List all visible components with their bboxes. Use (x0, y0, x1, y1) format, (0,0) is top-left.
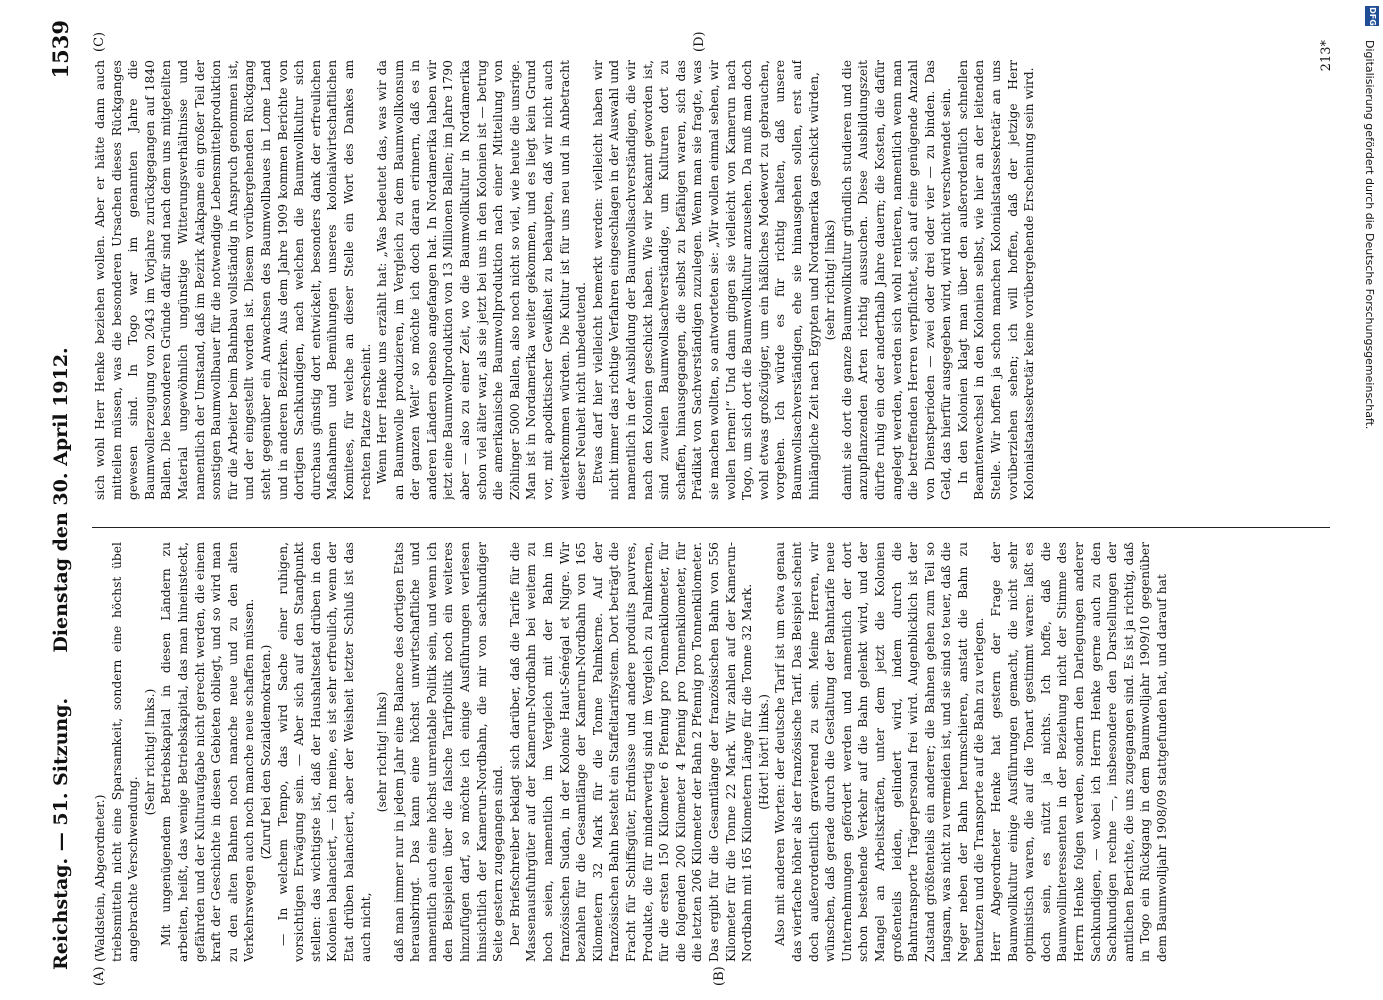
digitization-note-text: Digitalisierung gefördert durch die Deutsche Forschungsgemeinschaft. (1363, 40, 1376, 430)
right-column-paragraph: (sehr richtig! links) (823, 219, 838, 341)
right-column-paragraph: damit sie dort die ganze Baumwollkultur gründlich studieren und die anzupflanzenden Arten richtig aussuchen. Diese Ausbildungszeit dürfte ruhig ein oder anderthalb Jahre dauern; die Kosten, die dafür angelegt werden, werden sich wohl rentieren, namentlich wenn man die betreffenden Herren verpflichtet, sich auf eine genügende Anzahl von Dienstperioden — zwei oder drei oder vier — zu binden. Das Geld, das hierfür ausgegeben wird, wird nicht verschwendet sein. (839, 60, 954, 500)
footnote-signature: 213* (1319, 40, 1334, 72)
left-column-paragraph: Herr Abgeordneter Henke hat gestern der Frage der Baumwollkultur einige Ausführungen gemacht, die nicht sehr optimistisch waren, die auf die Tonart gestimmt waren: laßt es doch sein, es nützt ja nichts. Ich hoffe, daß die Baumwollinteressenten in der Beziehung nicht der Stimme des Herrn Henke folgen werden, sondern den Darlegungen anderer Sachkundigen, — wobei ich Herrn Henke gerne auch zu den Sachkundigen rechne —, insbesondere den Darstellungen der amtlichen Berichte, die uns zugegangen sind. Es ist ja richtig, daß in Togo ein Rückgang in dem Baumwolljahr 1909/10 gegenüber dem Baumwolljahr 1908/09 stattgefunden hat, und darauf hat (989, 542, 1169, 962)
right-column-paragraph: Wenn Herr Henke uns erzählt hat: „Was bedeutet das, was wir da an Baumwolle produzieren, im Vergleich zu dem Baumwollkonsum der ganzen Welt“ so möchte ich doch daran erinnern, daß es in anderen Ländern ebenso angefangen hat. In Nordamerika haben wir jetzt eine Baumwollproduktion von 13 Millionen Ballen; im Jahre 1790 aber — also zu einer Zeit, wo die Baumwollkultur in Nordamerika schon viel älter war, als sie jetzt bei uns in den Kolonien ist — betrug die amerikanische Baumwollproduktion nach einer Mitteilung von Zöhlinger 5000 Ballen, also noch nicht so viel, wie heute die unsrige. Man ist in Nordamerika weiter gekommen, und es liegt kein Grund vor, mit apodiktischer Gewißheit zu behaupten, daß wir nicht auch weiterkommen würden. Die Kultur ist für uns neu und in Anbetracht dieser Neuheit nicht unbedeutend. (375, 60, 589, 500)
left-column-paragraph: triebsmitteln nicht eine Sparsamkeit, sondern eine höchst übel angebrachte Verschwendung. (109, 542, 141, 962)
left-column-paragraph: (Waldstein, Abgeordneter.) (93, 794, 107, 962)
right-column (92, 60, 1330, 500)
left-column-paragraph: Mit ungenügendem Betriebskapital in diesen Ländern zu arbeiten, heißt, das wenige Betriebskapital, das man hineinsteckt, gefährden und der Kulturaufgabe nicht gerecht werden, die einem kraft der Geschichte in diesen Gebieten obliegt, und so wird man zu den alten Bahnen noch manche neue und zu den alten Verkehrswegen auch noch manche neue schaffen müssen. (159, 542, 257, 962)
margin-marker-b: (B) (712, 966, 727, 986)
margin-marker-c: (C) (92, 31, 107, 52)
left-column-paragraph: (Sehr richtig! links.) (142, 688, 157, 816)
digitization-note (1363, 10, 1379, 810)
left-column-paragraph: daß man immer nur in jedem Jahr eine Balance des dortigen Etats herausbringt. Das kann eine höchst unwirtschaftliche und namentlich auch eine höchst unrentable Politik sein, und wenn ich den Beispielen über die falsche Tarifpolitik noch ein weiteres hinzufügen darf, so möchte ich einige Ausführungen verlesen hinsichtlich der Kamerun-Nordbahn, die mir von sachkundiger Seite gestern zugegangen sind. (391, 542, 506, 962)
left-column-paragraph: (sehr richtig! links) (375, 691, 390, 813)
left-column-paragraph: (Zuruf bei den Sozialdemokraten.) (258, 644, 273, 860)
left-column (92, 542, 1330, 962)
left-column-paragraph: Also mit anderen Worten: der deutsche Tarif ist um etwa genau das vierfache höher als der französische Tarif. Das Beispiel scheint doch außerordentlich gravierend zu sein. Meine Herren, wir wünschen, daß gerade durch die Gestaltung der Bahntarife neue Unternehmungen gefördert werden und namentlich der dort schon bestehende Verkehr auf die Bahn gelenkt wird, und der Mangel an Arbeitskräften, unter dem jetzt die Kolonien großenteils leiden, gelindert wird, indem durch die Bahntransporte Trägerpersonal frei wird. Augenblicklich ist der Zustand größtenteils ein anderer; die Bahnen gehen zum Teil so langsam, was nicht zu vermeiden ist, und sie sind so teuer, daß die Neger neben der Bahn herumschieren, anstatt die Bahn zu benutzen und die Transporte auf die Bahn zu verlegen. (773, 542, 987, 962)
page-number: 1539 (48, 20, 73, 79)
left-column-paragraph: (Hört! hört! links.) (756, 694, 771, 810)
right-column-paragraph: In den Kolonien klagt man über den außerordentlich schnellen Beamtenwechsel in den Kolonien selbst, wie hier an der leitenden Stelle. Wir hoffen ja schon manchen Kolonialstaatssekretär an uns vorüberziehen sehen; ich will hoffen, daß der jetzige Herr Kolonialstaatssekretär keine vorübergehende Erscheinung sein wird. (955, 60, 1037, 500)
dfg-logo (1365, 6, 1379, 26)
right-column-paragraph: Etwas darf hier vielleicht bemerkt werden: vielleicht haben wir nicht immer das richtige Verfahren eingeschlagen in der Auswahl und namentlich in der Ausbildung der Baumwollsachverständigen, die wir nach den Kolonien geschickt haben. Wie wir bekannt geworden ist, sind zuweilen Baumwollsachverständige, um Kulturen dort zu schaffen, hinausgegangen, die selbst zu befähigen waren, sich das Prädikat von Sachverständigen zuzulegen. Wenn man sie fragte, was sie machen wollten, so antworteten sie: „Wir wollen einmal sehen, wir wollen lernen!“ Und dann gingen sie vielleicht von Kamerun nach Togo, um sich dort die Baumwollkultur anzusehen. Da muß man doch wohl etwas großzügiger, um ein häßliches Modewort zu gebrauchen, vorgehen. Ich würde es für richtig halten, daß unsere Baumwollsachverständigen, ehe sie hinausgehen sollen, erst auf hinlängliche Zeit nach Egypten und Nordamerika geschickt würden, (590, 60, 821, 500)
dfg-logo-text: DFG (1367, 6, 1377, 26)
column-divider (92, 527, 1330, 528)
header-session: Reichstag. — 51. Sitzung. (50, 697, 72, 970)
header-date: Dienstag den 30. April 1912. (50, 347, 72, 653)
document-page (40, 10, 1340, 990)
left-column-paragraph: — In welchem Tempo, das wird Sache einer ruhigen, vorsichtigen Erwägung sein. — Aber sich auf den Standpunkt stellen: das wichtigste ist, daß der Haushaltsetat drüben in den Kolonien balanciert, — ich meine, es ist sehr erfreulich, wenn der Etat drüben balanciert, aber der Weisheit letzter Schluß ist das auch nicht, (275, 542, 373, 962)
right-column-paragraph: sich wohl Herr Henke beziehen wollen. Aber er hätte dann auch mitteilen müssen, was die besonderen Ursachen dieses Rückganges gewesen sind. In Togo war im genannten Jahre die Baumwollerzeugung von 2043 im Vorjahre zurückgegangen auf 1840 Ballen. Die besonderen Gründe dafür sind nach dem uns mitgeteilten Material ungewöhnlich ungünstige Witterungsverhältnisse und namentlich der Umstand, daß im Bezirk Atakpame ein großer Teil der sonstigen Baumwollbauer für die notwendige Lebensmittelproduktion für die Arbeiter beim Bahnbau vollständig in Anspruch genommen ist, und der eingestellt worden ist. Diesem vorübergehenden Rückgang steht gegenüber ein Anwachsen des Baumwollbaues in Lome Land und in anderen Bezirken. Aus dem Jahre 1909 kommen Berichte von dortigen Sachkundigen, nach welchen die Baumwollkultur sich durchaus günstig dort entwickelt, besonders dank der erfreulichen Maßnahmen und Bemühungen unseres kolonialwirtschaftlichen Komitees, für welche an dieser Stelle ein Wort des Dankes am rechten Platze erscheint. (93, 60, 373, 500)
margin-marker-a: (A) (92, 966, 107, 986)
left-column-paragraph: Der Briefschreiber beklagt sich darüber, daß die Tarife für die Massenausfuhrgüter auf der Kamerun-Nordbahn bei weitem zu hoch seien, namentlich im Vergleich mit der Bahn im französischen Sudan, in der Kolonie Haut-Sénégal et Nigre. Wir bezahlen für die Gesamtlänge der Kamerun-Nordbahn von 165 Kilometern 32 Mark für die Tonne Palmkerne. Auf der französischen Bahn besteht ein Staffeltarifsystem. Dort beträgt die Fracht für Schiffsgüter, Erdnüsse und andere produits pauvres, Produkte, die für minderwertig sind im Vergleich zu Palmkernen, für die ersten 150 Kilometer 6 Pfennig pro Tonnenkilometer, für die folgenden 200 Kilometer 4 Pfennig pro Tonnenkilometer, für die letzten 206 Kilometer der Bahn 2 Pfennig pro Tonnenkilometer. Das ergibt für die Gesamtlänge der französischen Bahn von 556 Kilometer für die Tonne 22 Mark. Wir zahlen auf der Kamerun-Nordbahn mit 165 Kilometern Länge für die Tonne 32 Mark. (507, 542, 755, 962)
margin-marker-d: (D) (692, 31, 707, 52)
page-header (40, 10, 84, 990)
text-columns (92, 10, 1334, 990)
